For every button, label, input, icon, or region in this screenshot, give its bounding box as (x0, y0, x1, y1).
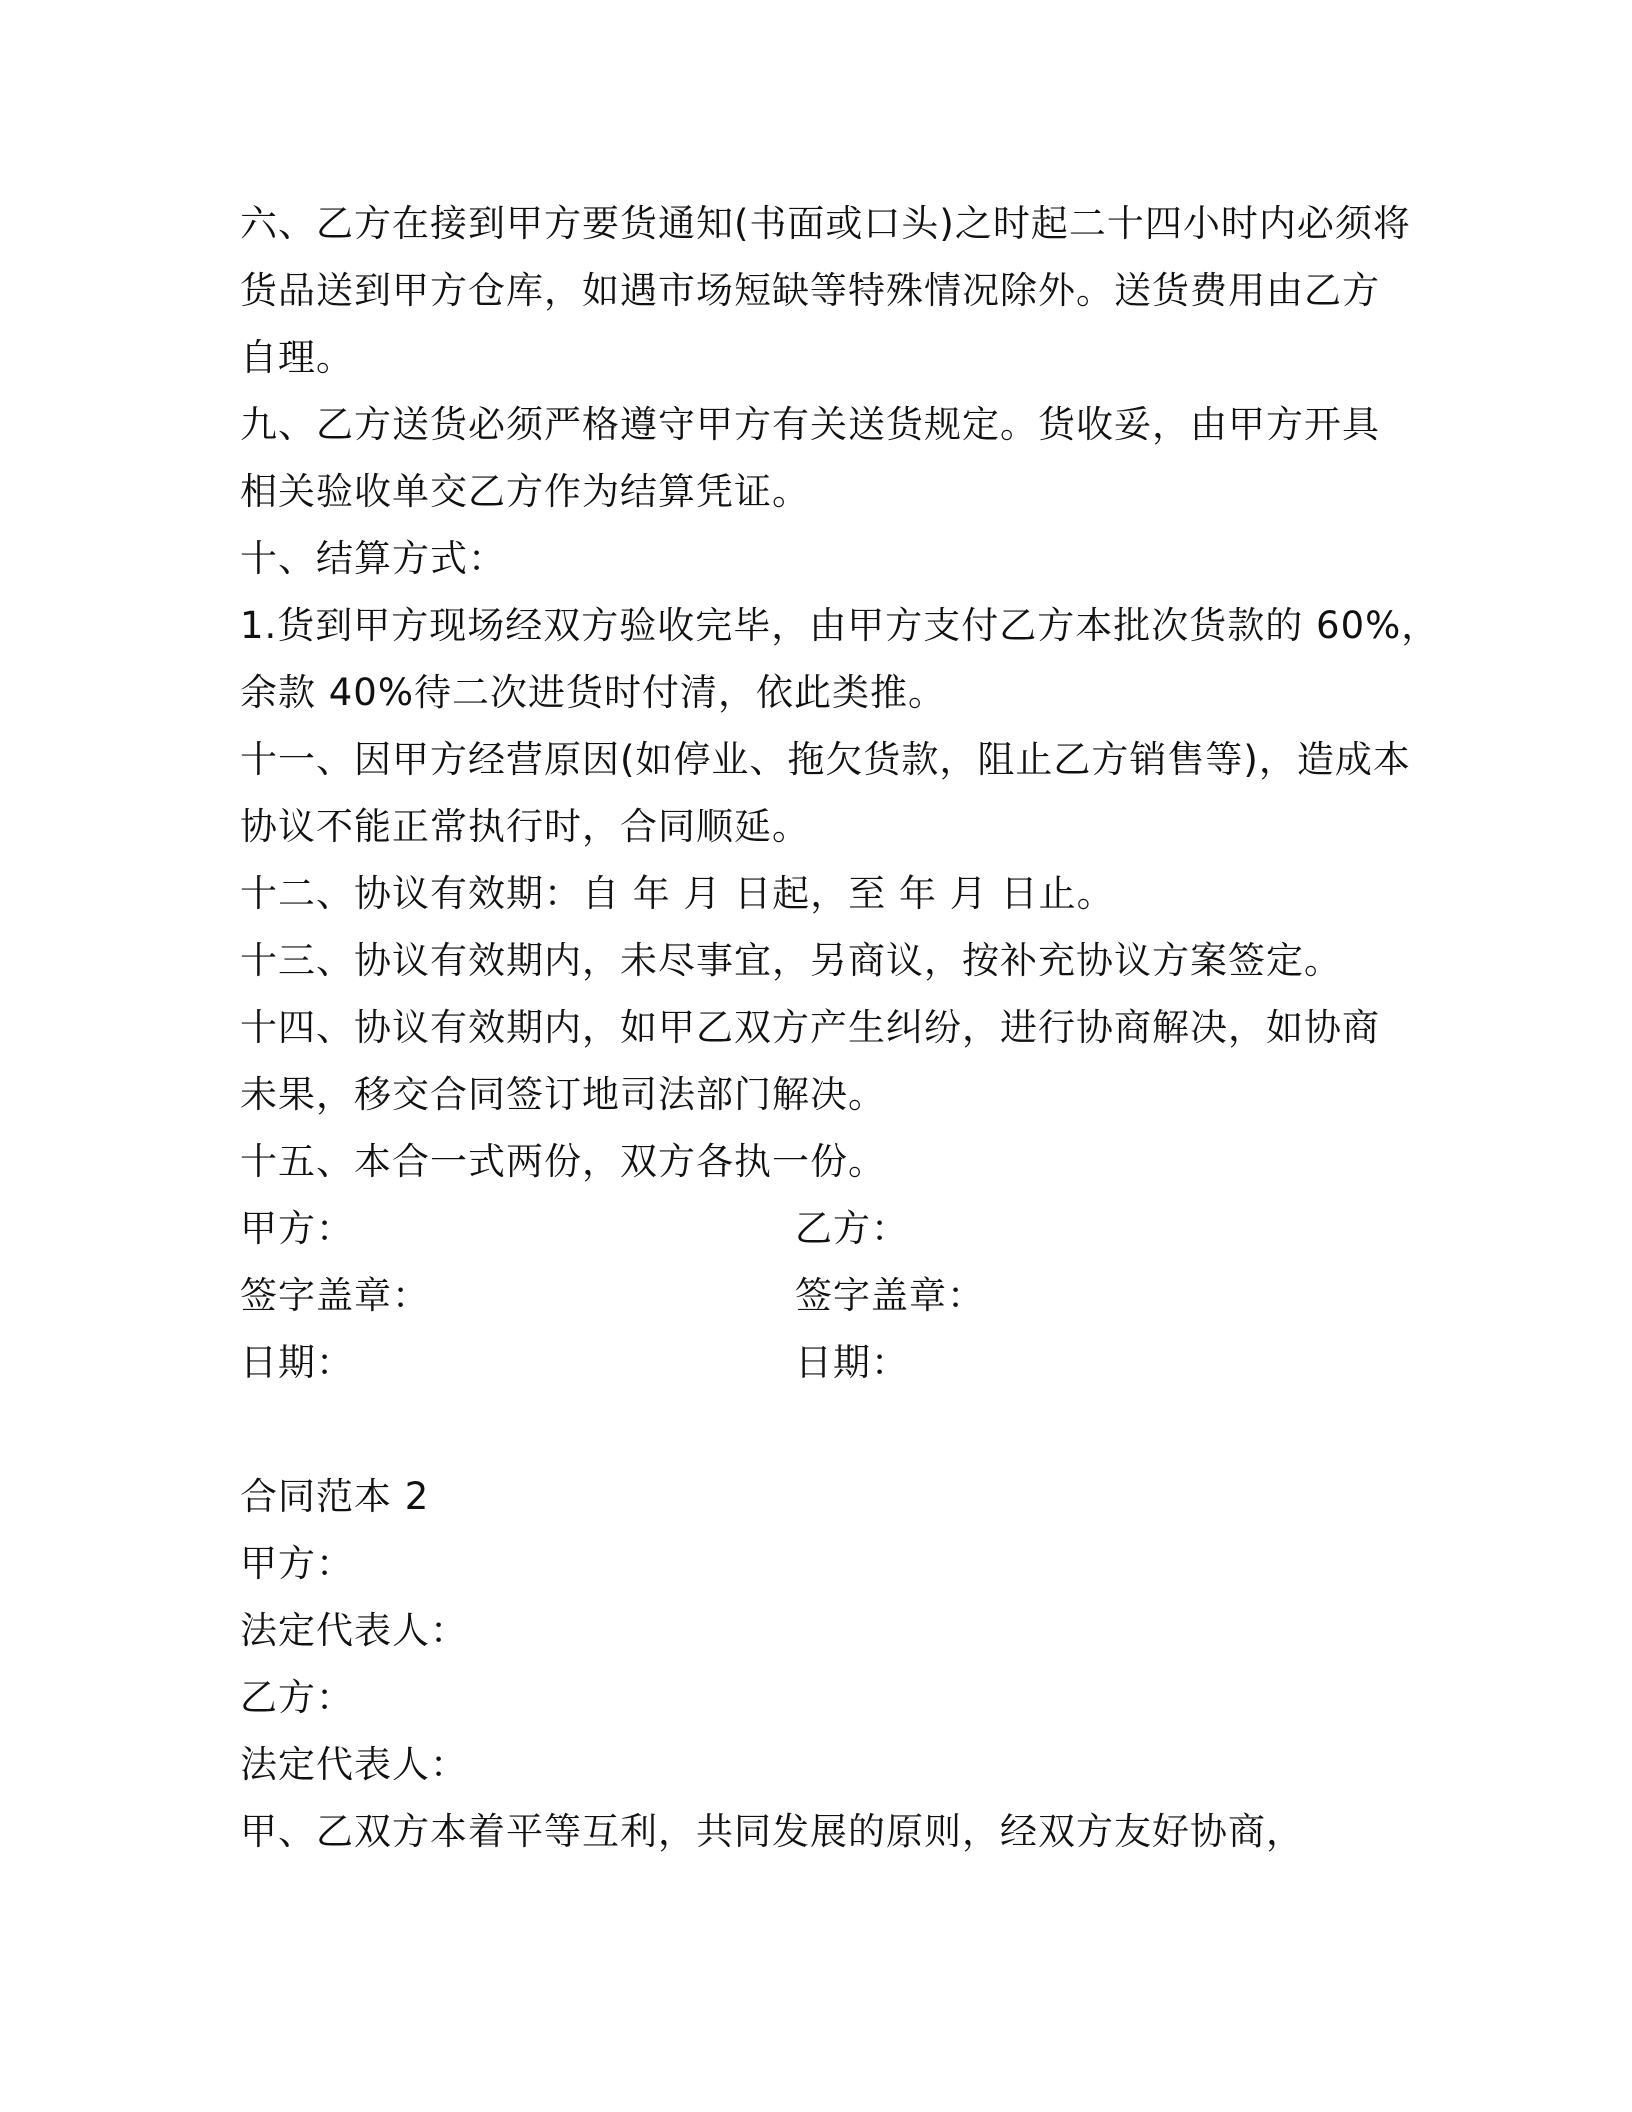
party-a-label: 甲方： (240, 1207, 354, 1250)
clause-6-line-3: 自理。 (240, 336, 354, 379)
clause-10-title: 十、结算方式： (240, 537, 506, 580)
signature-row-date (240, 1329, 1400, 1396)
document-body (240, 190, 1440, 1865)
clause-14-line-1: 十四、协议有效期内，如甲乙双方产生纠纷，进行协商解决，如协商 (240, 1006, 1380, 1049)
party-a-seal-label: 签字盖章： (240, 1274, 430, 1317)
clause-11-line-1: 十一、因甲方经营原因(如停业、拖欠货款，阻止乙方销售等)，造成本 (240, 738, 1411, 781)
contract-2-party-b-rep: 法定代表人： (240, 1743, 468, 1786)
clause-11-line-2: 协议不能正常执行时，合同顺延。 (240, 805, 810, 848)
party-b-seal-label: 签字盖章： (795, 1274, 985, 1317)
signature-row-party (240, 1195, 1400, 1262)
party-b-date-label: 日期： (795, 1341, 909, 1384)
party-b-label: 乙方： (795, 1207, 909, 1250)
clause-11 (240, 726, 1411, 860)
clause-15: 十五、本合一式两份，双方各执一份。 (240, 1140, 886, 1183)
clause-12: 十二、协议有效期：自 年 月 日起，至 年 月 日止。 (240, 872, 1115, 915)
clause-10-item-1-line-1: 1.货到甲方现场经双方验收完毕，由甲方支付乙方本批次货款的 60%， (240, 604, 1440, 647)
clause-10-item-1-line-2: 余款 40%待二次进货时付清，依此类推。 (240, 671, 946, 714)
contract-2-party-a-rep: 法定代表人： (240, 1609, 468, 1652)
signature-row-seal (240, 1262, 1400, 1329)
clause-6-line-1: 六、乙方在接到甲方要货通知(书面或口头)之时起二十四小时内必须将 (240, 202, 1411, 245)
clause-6 (240, 190, 1411, 391)
clause-6-line-2: 货品送到甲方仓库，如遇市场短缺等特殊情况除外。送货费用由乙方 (240, 269, 1380, 312)
clause-9-line-1: 九、乙方送货必须严格遵守甲方有关送货规定。货收妥，由甲方开具 (240, 403, 1380, 446)
clause-14 (240, 994, 1400, 1128)
contract-2-preamble: 甲、乙双方本着平等互利，共同发展的原则，经双方友好协商， (240, 1810, 1304, 1853)
clause-9-line-2: 相关验收单交乙方作为结算凭证。 (240, 470, 810, 513)
clause-10-item-1 (240, 592, 1440, 726)
section-spacer (240, 1396, 1400, 1463)
clause-9 (240, 391, 1400, 525)
contract-2-section (240, 1463, 1400, 1865)
clause-14-line-2: 未果，移交合同签订地司法部门解决。 (240, 1073, 886, 1116)
party-a-date-label: 日期： (240, 1341, 354, 1384)
contract-2-title: 合同范本 2 (240, 1475, 430, 1518)
contract-2-party-a: 甲方： (240, 1542, 354, 1585)
contract-2-party-b: 乙方： (240, 1676, 354, 1719)
clause-13: 十三、协议有效期内，未尽事宜，另商议，按补充协议方案签定。 (240, 939, 1342, 982)
signature-block (240, 1195, 1400, 1396)
